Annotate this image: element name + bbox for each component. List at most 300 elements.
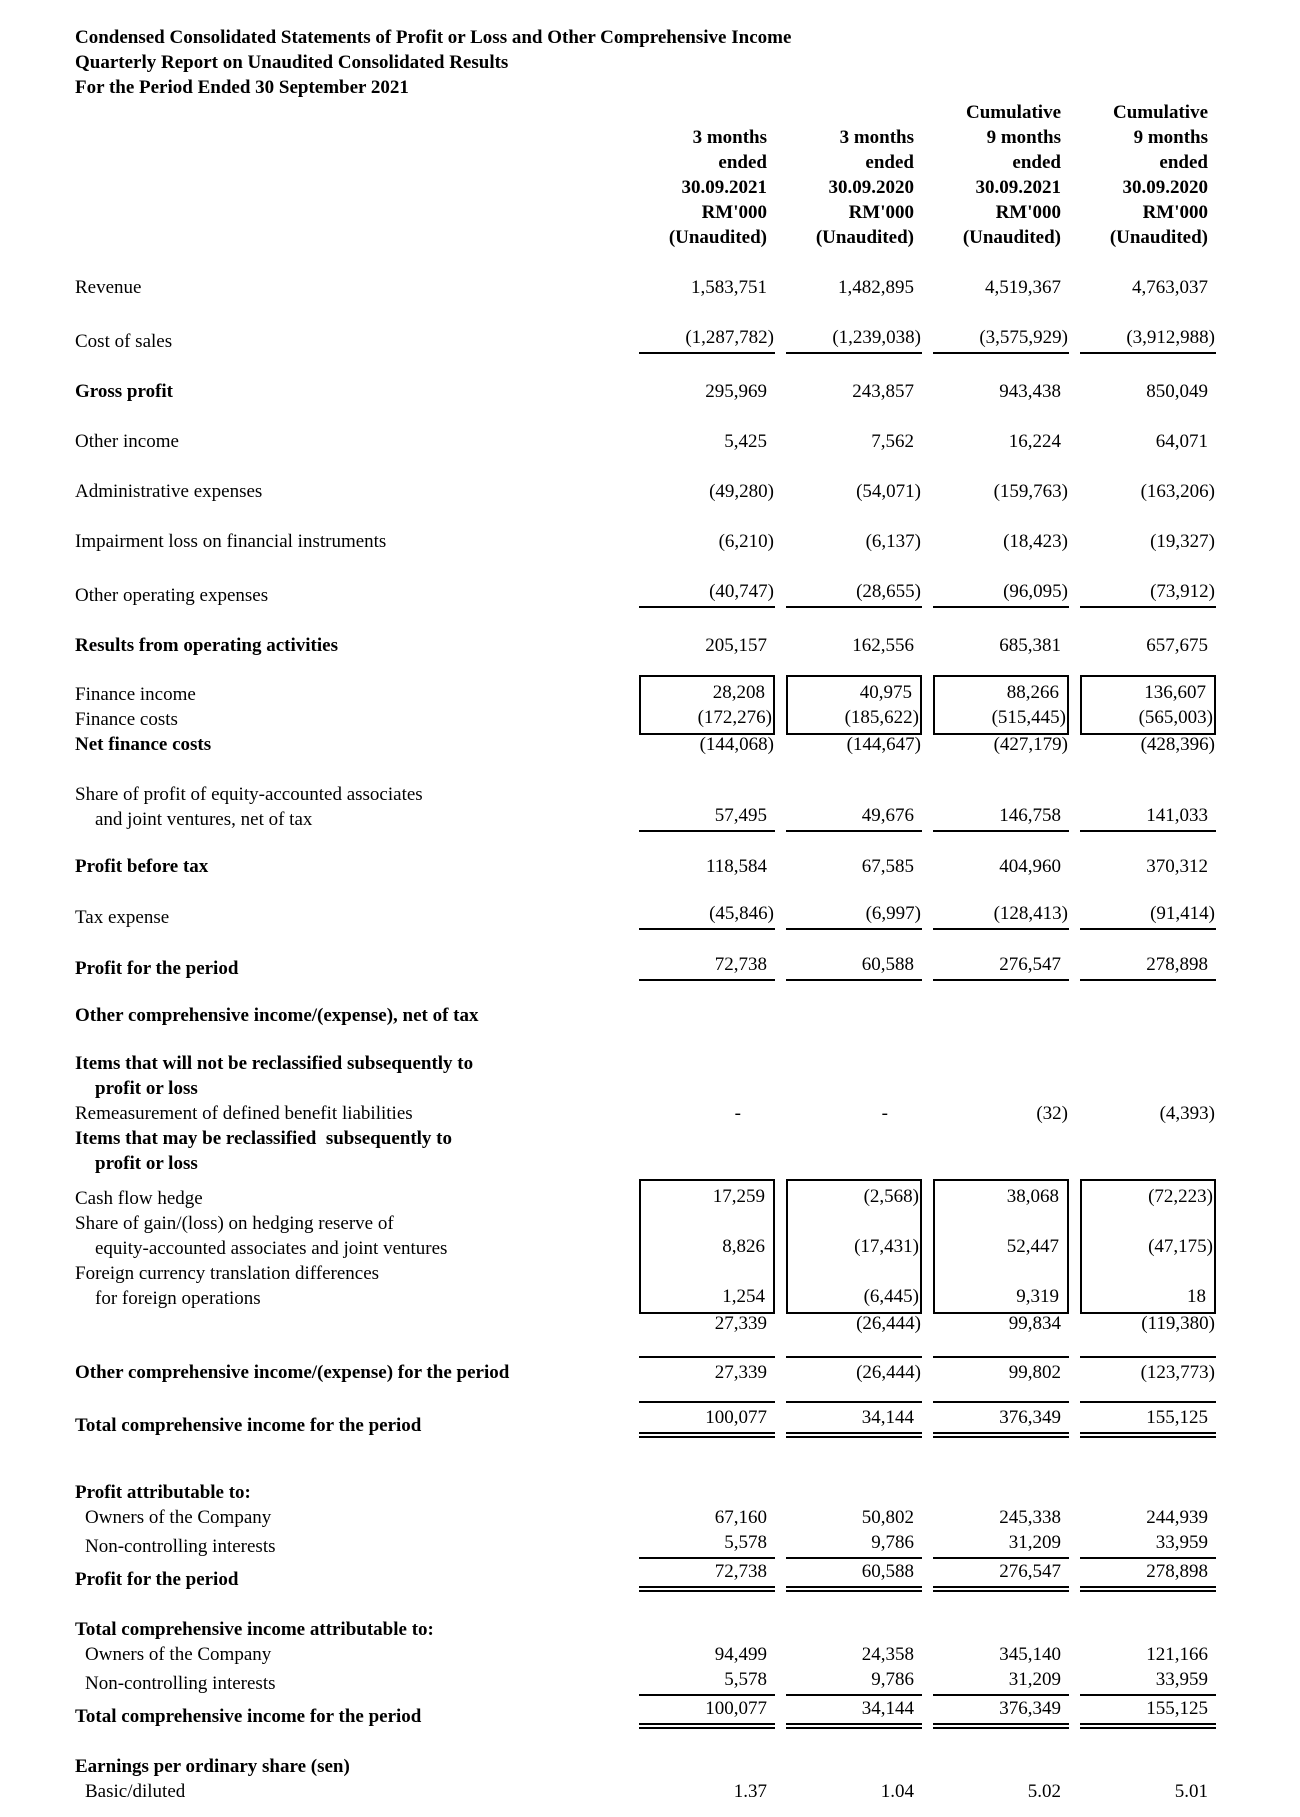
finance-box — [639, 675, 775, 735]
value-cell — [786, 1101, 922, 1126]
row-label-line: equity-accounted associates and joint ventures — [95, 1238, 448, 1259]
row-items-not-reclassified-heading — [75, 1051, 1300, 1101]
cell-value: 121,166 — [1146, 1644, 1208, 1665]
cell-value: 8,826 — [722, 1236, 765, 1257]
row-label-line: Non-controlling interests — [85, 1673, 276, 1694]
value-cell — [639, 1696, 775, 1729]
value-cell — [786, 1696, 922, 1729]
row-net-finance-costs — [75, 732, 1300, 757]
cell-value: (4,393) — [1159, 1103, 1215, 1124]
value-cell — [933, 1667, 1069, 1696]
value-spacer — [786, 778, 922, 803]
value-cell — [933, 633, 1069, 658]
row-label-line: Cost of sales — [75, 331, 173, 352]
cell-value: 100,077 — [705, 1698, 767, 1719]
cell-value: 5,578 — [724, 1669, 767, 1690]
cell-value: 276,547 — [999, 954, 1061, 975]
row-label-line: Owners of the Company — [85, 1644, 272, 1665]
value-cell — [786, 1356, 922, 1385]
cell-value: 33,959 — [1155, 1669, 1208, 1690]
oci-items-box — [933, 1179, 1069, 1314]
cell-value: 28,208 — [712, 682, 765, 703]
row-label-line: Profit before tax — [75, 856, 209, 877]
oci-items-box — [786, 1179, 922, 1314]
cell-value: 1,482,895 — [838, 277, 914, 298]
row-label-line: profit or loss — [95, 1078, 198, 1099]
cell-value: 27,339 — [714, 1313, 767, 1334]
row-label-line: Total comprehensive income attributable to: — [75, 1619, 434, 1640]
row-label — [75, 854, 628, 879]
value-cell — [1080, 1101, 1216, 1126]
row-label — [75, 1754, 628, 1779]
value-cell — [786, 633, 922, 658]
row-label-line: Profit for the period — [75, 958, 239, 979]
row-finance-income-costs — [75, 672, 1300, 732]
column-header-line: 3 months — [839, 127, 914, 148]
column-header-line: ended — [865, 152, 914, 173]
cell-value: 943,438 — [999, 381, 1061, 402]
row-label — [75, 905, 628, 930]
value-spacer — [788, 1259, 920, 1284]
cell-value: 67,160 — [714, 1507, 767, 1528]
value-cell — [933, 1505, 1069, 1530]
value-cell — [639, 1101, 775, 1126]
cell-value: (172,276) — [697, 707, 772, 728]
cell-value: 245,338 — [999, 1507, 1061, 1528]
row-label — [75, 633, 628, 658]
value-spacer — [935, 1209, 1067, 1234]
column-header — [933, 100, 1069, 250]
value-cell — [933, 778, 1069, 832]
cell-value: 100,077 — [705, 1407, 767, 1428]
row-label — [75, 329, 628, 354]
row-gross-profit — [75, 379, 1300, 404]
cell-value: (26,444) — [856, 1362, 921, 1383]
cell-value: 376,349 — [999, 1698, 1061, 1719]
cell-value: (54,071) — [856, 481, 921, 502]
row-label-line: Foreign currency translation differences — [75, 1263, 380, 1284]
value-cell — [933, 1179, 1069, 1314]
cell-value: (96,095) — [1003, 581, 1068, 602]
row-label — [75, 479, 628, 504]
cell-value: 31,209 — [1008, 1669, 1061, 1690]
value-cell — [639, 1779, 775, 1804]
row-label-line: for foreign operations — [95, 1288, 261, 1309]
column-header-line: Cumulative — [966, 102, 1061, 123]
value-cell — [639, 379, 775, 404]
cell-value: (18,423) — [1003, 531, 1068, 552]
value-cell — [786, 579, 922, 608]
value-cell — [1080, 1179, 1216, 1314]
cell-value: 1.37 — [733, 1781, 767, 1802]
cell-value: 34,144 — [861, 1698, 914, 1719]
value-cell — [933, 854, 1069, 879]
cell-value: 376,349 — [999, 1407, 1061, 1428]
column-header-line: RM'000 — [848, 202, 914, 223]
row-label — [75, 1126, 628, 1176]
row-label — [75, 275, 628, 300]
value-cell — [933, 529, 1069, 554]
value-cell — [1080, 1505, 1216, 1530]
row-label-line: Finance costs — [75, 709, 178, 730]
value-cell — [639, 633, 775, 658]
row-label-line: Owners of the Company — [85, 1507, 272, 1528]
value-spacer — [1082, 1209, 1214, 1234]
row-profit-nci — [75, 1530, 1300, 1559]
value-cell — [786, 1642, 922, 1667]
row-label-line: Total comprehensive income for the period — [75, 1706, 422, 1727]
cell-value: 155,125 — [1146, 1698, 1208, 1719]
row-label — [75, 1003, 628, 1028]
finance-box — [786, 675, 922, 735]
value-cell — [1080, 429, 1216, 454]
row-label-line: Other operating expenses — [75, 585, 269, 606]
row-label-line: Net finance costs — [75, 734, 212, 755]
value-cell — [639, 1356, 775, 1385]
row-label-line: Non-controlling interests — [85, 1536, 276, 1557]
cell-value: 99,802 — [1008, 1362, 1061, 1383]
cell-value: 244,939 — [1146, 1507, 1208, 1528]
row-label-line: and joint ventures, net of tax — [95, 809, 313, 830]
cell-value: (73,912) — [1150, 581, 1215, 602]
cell-value: 657,675 — [1146, 635, 1208, 656]
value-cell — [933, 732, 1069, 757]
cell-value: (565,003) — [1138, 707, 1213, 728]
value-cell — [933, 379, 1069, 404]
cell-value: 7,562 — [871, 431, 914, 452]
cell-value: 99,834 — [1008, 1313, 1061, 1334]
oci-items-box — [639, 1179, 775, 1314]
row-tci-attributable-heading — [75, 1617, 1300, 1642]
value-cell — [639, 901, 775, 930]
value-cell — [639, 1530, 775, 1559]
row-label — [75, 1779, 628, 1804]
value-cell — [786, 901, 922, 930]
row-label-line: Profit attributable to: — [75, 1482, 251, 1503]
cell-value: 278,898 — [1146, 954, 1208, 975]
cell-value: (3,575,929) — [979, 327, 1068, 348]
cell-value: 16,224 — [1008, 431, 1061, 452]
value-cell — [786, 529, 922, 554]
value-cell — [1080, 1779, 1216, 1804]
row-label — [75, 1567, 628, 1592]
value-cell — [933, 479, 1069, 504]
row-label — [75, 1505, 628, 1530]
statement-rows — [75, 100, 1300, 1804]
value-cell — [639, 1179, 775, 1314]
value-cell — [639, 952, 775, 981]
column-header-line: ended — [1012, 152, 1061, 173]
value-cell — [786, 379, 922, 404]
cell-value: 162,556 — [852, 635, 914, 656]
column-header-line: RM'000 — [701, 202, 767, 223]
cell-value: 141,033 — [1146, 805, 1208, 826]
cell-value: 34,144 — [861, 1407, 914, 1428]
value-spacer — [1082, 1259, 1214, 1284]
value-cell — [1080, 901, 1216, 930]
cell-value: (49,280) — [709, 481, 774, 502]
cell-value: 5,578 — [724, 1532, 767, 1553]
value-cell — [933, 1101, 1069, 1126]
cell-value: (40,747) — [709, 581, 774, 602]
value-cell — [786, 1779, 922, 1804]
cell-value: (26,444) — [856, 1313, 921, 1334]
value-cell — [1080, 325, 1216, 354]
row-label — [75, 1642, 628, 1667]
value-cell — [786, 1559, 922, 1592]
column-header-line: (Unaudited) — [668, 227, 767, 248]
statement-table — [75, 100, 1300, 1804]
row-label — [75, 1186, 628, 1311]
row-profit-before-tax — [75, 854, 1300, 879]
cell-value: 9,786 — [871, 1532, 914, 1553]
row-label-line: Impairment loss on financial instruments — [75, 531, 387, 552]
cell-value: (185,622) — [844, 707, 919, 728]
cell-value: 1,583,751 — [691, 277, 767, 298]
row-label — [75, 782, 628, 832]
value-cell — [933, 325, 1069, 354]
cell-value: (1,239,038) — [832, 327, 921, 348]
row-label — [75, 1413, 628, 1438]
cell-value: (6,997) — [865, 903, 921, 924]
column-header-line: RM'000 — [1142, 202, 1208, 223]
value-cell — [786, 854, 922, 879]
row-profit-for-the-period-total — [75, 1559, 1300, 1592]
value-cell — [786, 778, 922, 832]
row-label-line: profit or loss — [95, 1153, 198, 1174]
cell-value: 33,959 — [1155, 1532, 1208, 1553]
value-cell — [933, 901, 1069, 930]
column-header-line — [639, 100, 775, 125]
row-tci-owners — [75, 1642, 1300, 1667]
cell-value: 404,960 — [999, 856, 1061, 877]
cell-value: 57,495 — [714, 805, 767, 826]
value-spacer — [641, 1209, 773, 1234]
row-label — [75, 1480, 628, 1505]
cell-value: 88,266 — [1006, 682, 1059, 703]
column-header-line: 9 months — [1133, 127, 1208, 148]
row-total-comprehensive-income — [75, 1401, 1300, 1438]
column-header-line — [786, 100, 922, 125]
value-cell — [639, 479, 775, 504]
value-cell — [639, 325, 775, 354]
row-label — [75, 1101, 628, 1126]
cell-value: (47,175) — [1148, 1236, 1213, 1257]
cell-value: (428,396) — [1140, 734, 1215, 755]
cell-value: 276,547 — [999, 1561, 1061, 1582]
cell-value: (3,912,988) — [1126, 327, 1215, 348]
value-cell — [639, 579, 775, 608]
row-label-line: Basic/diluted — [85, 1781, 186, 1802]
cell-value: (17,431) — [854, 1236, 919, 1257]
value-cell — [1080, 778, 1216, 832]
value-cell — [933, 1779, 1069, 1804]
column-header-line: RM'000 — [995, 202, 1061, 223]
value-cell — [1080, 854, 1216, 879]
row-results-from-operating-activities — [75, 633, 1300, 658]
value-cell — [933, 675, 1069, 735]
row-label — [75, 583, 628, 608]
cell-value: (144,068) — [699, 734, 774, 755]
value-cell — [933, 275, 1069, 300]
row-label-line: Share of gain/(loss) on hedging reserve of — [75, 1213, 394, 1234]
cell-value: (6,137) — [865, 531, 921, 552]
row-label-line: Total comprehensive income for the period — [75, 1415, 422, 1436]
value-cell — [1080, 1356, 1216, 1385]
value-cell — [639, 1559, 775, 1592]
cell-value: (72,223) — [1148, 1186, 1213, 1207]
oci-items-box — [1080, 1179, 1216, 1314]
row-eps-heading — [75, 1754, 1300, 1779]
row-label-line: Other comprehensive income/(expense) for the period — [75, 1362, 510, 1383]
value-cell — [786, 1401, 922, 1438]
row-label-line: Remeasurement of defined benefit liabilities — [75, 1103, 413, 1124]
row-label-line: Results from operating activities — [75, 635, 338, 656]
row-label-line: Administrative expenses — [75, 481, 263, 502]
title-line-3: For the Period Ended 30 September 2021 — [75, 77, 409, 98]
value-spacer — [933, 778, 1069, 803]
cell-value: 72,738 — [714, 954, 767, 975]
value-cell — [1080, 1401, 1216, 1438]
row-label-line: Profit for the period — [75, 1569, 239, 1590]
cell-value: 17,259 — [712, 1186, 765, 1207]
column-header-line: 30.09.2020 — [828, 177, 914, 198]
row-label — [75, 1534, 628, 1559]
cell-value: 1.04 — [880, 1781, 914, 1802]
row-label — [75, 1704, 628, 1729]
value-cell — [786, 1179, 922, 1314]
value-cell — [786, 1505, 922, 1530]
value-cell — [933, 579, 1069, 608]
row-label — [75, 956, 628, 981]
document-title — [75, 25, 1300, 100]
cell-value: (119,380) — [1141, 1313, 1215, 1334]
value-cell — [1080, 1559, 1216, 1592]
row-label-line: Gross profit — [75, 381, 173, 402]
value-cell — [786, 732, 922, 757]
row-oci-net-of-tax-heading — [75, 1003, 1300, 1028]
column-header — [639, 100, 775, 250]
cell-value: (45,846) — [709, 903, 774, 924]
cell-value: 31,209 — [1008, 1532, 1061, 1553]
cell-value: (123,773) — [1140, 1362, 1215, 1383]
value-cell — [1080, 732, 1216, 757]
value-spacer — [641, 1259, 773, 1284]
row-profit-owners — [75, 1505, 1300, 1530]
cell-value: (91,414) — [1150, 903, 1215, 924]
value-cell — [933, 1311, 1069, 1336]
row-eps-basic-diluted — [75, 1779, 1300, 1804]
value-spacer — [788, 1209, 920, 1234]
value-cell — [639, 1311, 775, 1336]
cell-value: 118,584 — [705, 856, 767, 877]
cell-value: 278,898 — [1146, 1561, 1208, 1582]
column-header-line: 3 months — [692, 127, 767, 148]
column-header-line: 30.09.2021 — [681, 177, 767, 198]
row-other-income — [75, 429, 1300, 454]
cell-value: 136,607 — [1144, 682, 1206, 703]
value-cell — [786, 952, 922, 981]
value-cell — [1080, 275, 1216, 300]
cell-value: 18 — [1187, 1286, 1206, 1307]
value-cell — [1080, 952, 1216, 981]
cell-value: - — [881, 1103, 888, 1124]
row-profit-for-the-period — [75, 952, 1300, 981]
value-cell — [1080, 1696, 1216, 1729]
value-cell — [639, 778, 775, 832]
value-cell — [786, 1311, 922, 1336]
value-cell — [1080, 1530, 1216, 1559]
cell-value: (28,655) — [856, 581, 921, 602]
row-label — [75, 1051, 628, 1101]
cell-value: (19,327) — [1150, 531, 1215, 552]
row-cost-of-sales — [75, 325, 1300, 354]
row-label-line: Earnings per ordinary share (sen) — [75, 1756, 350, 1777]
title-line-2: Quarterly Report on Unaudited Consolidated Results — [75, 52, 509, 73]
cell-value: 345,140 — [999, 1644, 1061, 1665]
column-header-line: 9 months — [986, 127, 1061, 148]
cell-value: 27,339 — [714, 1362, 767, 1383]
row-label — [75, 529, 628, 554]
cell-value: 205,157 — [705, 635, 767, 656]
value-cell — [786, 1667, 922, 1696]
cell-value: 850,049 — [1146, 381, 1208, 402]
value-cell — [639, 1505, 775, 1530]
cell-value: 5.01 — [1174, 1781, 1208, 1802]
value-cell — [1080, 379, 1216, 404]
cell-value: (427,179) — [993, 734, 1068, 755]
row-label — [75, 429, 628, 454]
row-tax-expense — [75, 901, 1300, 930]
value-cell — [639, 275, 775, 300]
cell-value: 1,254 — [722, 1286, 765, 1307]
column-header-line: Cumulative — [1113, 102, 1208, 123]
row-tci-for-the-period-total — [75, 1696, 1300, 1729]
row-label — [75, 1617, 628, 1642]
value-cell — [786, 325, 922, 354]
value-cell — [639, 732, 775, 757]
row-label — [75, 682, 628, 732]
value-cell — [786, 1530, 922, 1559]
value-cell — [933, 952, 1069, 981]
value-cell — [1080, 1311, 1216, 1336]
row-label-line: Finance income — [75, 684, 196, 705]
value-spacer — [935, 1259, 1067, 1284]
cell-value: 49,676 — [861, 805, 914, 826]
column-header-line: (Unaudited) — [1109, 227, 1208, 248]
cell-value: 38,068 — [1006, 1186, 1059, 1207]
row-impairment-loss — [75, 529, 1300, 554]
cell-value: 64,071 — [1155, 431, 1208, 452]
value-cell — [933, 1530, 1069, 1559]
cell-value: 146,758 — [999, 805, 1061, 826]
row-label-line: Share of profit of equity-accounted associates — [75, 784, 423, 805]
row-label — [75, 1360, 628, 1385]
row-label — [75, 379, 628, 404]
value-cell — [1080, 1642, 1216, 1667]
row-other-operating-expenses — [75, 579, 1300, 608]
row-profit-attributable-heading — [75, 1480, 1300, 1505]
row-label-line: Other income — [75, 431, 179, 452]
cell-value: - — [734, 1103, 741, 1124]
cell-value: 370,312 — [1146, 856, 1208, 877]
row-oci-box — [75, 1176, 1300, 1311]
row-label-line: Items that will not be reclassified subsequently to — [75, 1053, 474, 1074]
finance-box — [933, 675, 1069, 735]
value-cell — [933, 1559, 1069, 1592]
value-spacer — [1080, 778, 1216, 803]
value-cell — [933, 1356, 1069, 1385]
